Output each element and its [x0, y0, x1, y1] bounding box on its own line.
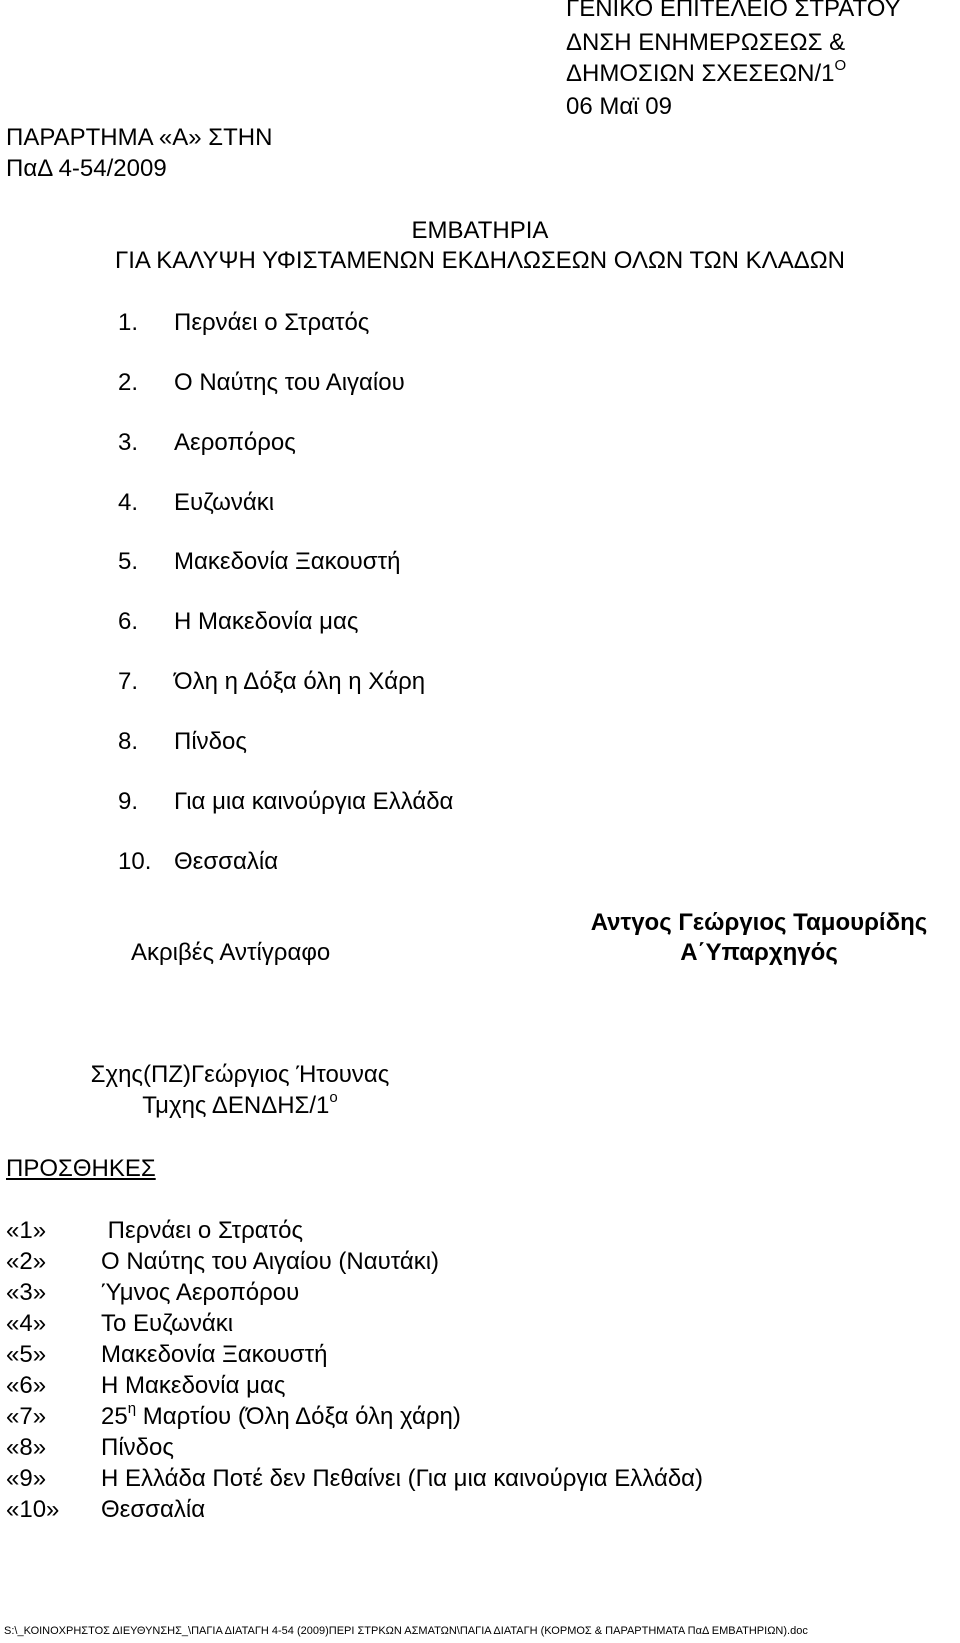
list-item-number: 1. [118, 309, 139, 336]
list-item [118, 667, 425, 697]
addition-text: Πίνδος [101, 1434, 174, 1461]
title-line-2: ΓΙΑ ΚΑΛΥΨΗ ΥΦΙΣΤΑΜΕΝΩΝ ΕΚΔΗΛΩΣΕΩΝ ΟΛΩΝ ΤΩΝ ΚΛΑΔΩΝ [114, 247, 846, 274]
list-item [6, 1402, 461, 1435]
clerk-name: Σχης(ΠΖ)Γεώργιος Ήτουνας [90, 1061, 390, 1088]
list-item-number: 9. [118, 788, 139, 815]
annex-line-2: ΠαΔ 4-54/2009 [6, 155, 167, 182]
list-item-name: Αεροπόρος [174, 429, 296, 456]
addition-sup: η [127, 1400, 137, 1417]
addition-key: «7» [6, 1403, 47, 1430]
clerk-unit-sup: ο [329, 1089, 338, 1106]
signer-title: Α΄Υπαρχηγός [680, 939, 838, 966]
list-item-name: Η Μακεδονία μας [174, 608, 359, 635]
list-item-number: 7. [118, 668, 139, 695]
document-date: 06 Μαϊ 09 [566, 93, 672, 120]
list-item [6, 1340, 327, 1370]
addition-text-rest: Μαρτίου (Όλη Δόξα όλη χάρη) [136, 1403, 461, 1430]
org-line-2: ΔΝΣΗ ΕΝΗΜΕΡΩΣΕΩΣ & [566, 29, 846, 56]
clerk-unit-text: Τμχης ΔΕΝΔΗΣ/1 [142, 1092, 330, 1119]
list-item-name: Για μια καινούργια Ελλάδα [174, 788, 454, 815]
file-path-footer: S:\_ΚΟΙΝΟΧΡΗΣΤΟΣ ΔΙΕΥΘΥΝΣΗΣ_\ΠΑΓΙΑ ΔΙΑΤΑΓΗ 4-54 (2009)ΠΕΡΙ ΣΤΡΚΩΝ ΑΣΜΑΤΩΝ\ΠΑΓΙΑ ΔΙΑΤΑΓΗ (ΚΟΡΜΟΣ & ΠΑΡΑΡΤΗΜΑΤΑ ΠαΔ ΕΜΒΑΤΗΡΙΩΝ).doc [4, 1625, 808, 1637]
additions-heading: ΠΡΟΣΘΗΚΕΣ [6, 1155, 156, 1182]
addition-key: «5» [6, 1341, 47, 1368]
addition-text: Περνάει ο Στρατός [101, 1217, 304, 1244]
addition-text: Ο Ναύτης του Αιγαίου (Ναυτάκι) [101, 1248, 440, 1275]
org-line-3-sup: Ο [834, 57, 847, 74]
addition-text: Η Ελλάδα Ποτέ δεν Πεθαίνει (Για μια καινούργια Ελλάδα) [101, 1465, 704, 1492]
addition-key: «6» [6, 1372, 47, 1399]
list-item [118, 607, 358, 637]
addition-text: Θεσσαλία [101, 1496, 206, 1523]
addition-key: «1» [6, 1217, 47, 1244]
list-item [118, 488, 274, 518]
list-item [118, 368, 405, 398]
list-item [6, 1216, 303, 1246]
list-item-number: 5. [118, 548, 139, 575]
addition-text: 25 [101, 1403, 128, 1430]
list-item-name: Θεσσαλία [174, 848, 279, 875]
addition-text: Η Μακεδονία μας [101, 1372, 286, 1399]
list-item [118, 787, 453, 817]
list-item [6, 1309, 233, 1339]
list-item-name: Πίνδος [174, 728, 247, 755]
addition-key: «3» [6, 1279, 47, 1306]
list-item-name: Περνάει ο Στρατός [174, 309, 370, 336]
addition-text: Ύμνος Αεροπόρου [101, 1279, 300, 1306]
list-item [6, 1371, 285, 1401]
addition-key: «4» [6, 1310, 47, 1337]
list-item [118, 428, 296, 458]
list-item-name: Ευζωνάκι [174, 489, 275, 516]
org-line-1: ΓΕΝΙΚΟ ΕΠΙΤΕΛΕΙΟ ΣΤΡΑΤΟΥ [566, 0, 901, 22]
list-item-number: 8. [118, 728, 139, 755]
list-item-number: 4. [118, 489, 139, 516]
list-item-name: Μακεδονία Ξακουστή [174, 548, 401, 575]
list-item-number: 2. [118, 369, 139, 396]
list-item [118, 847, 278, 877]
list-item [118, 727, 247, 757]
title-line-1: ΕΜΒΑΤΗΡΙΑ [411, 217, 549, 244]
addition-key: «9» [6, 1465, 47, 1492]
list-item [6, 1278, 299, 1308]
list-item [6, 1464, 703, 1494]
org-line-3 [566, 59, 846, 92]
list-item [6, 1247, 439, 1277]
addition-key: «8» [6, 1434, 47, 1461]
list-item [118, 547, 400, 577]
addition-key: «2» [6, 1248, 47, 1275]
signer-name: Αντγος Γεώργιος Ταμουρίδης [590, 909, 928, 936]
list-item-number: 10. [118, 848, 152, 875]
annex-line-1: ΠΑΡΑΡΤΗΜΑ «Α» ΣΤΗΝ [6, 124, 273, 151]
org-line-3-text: ΔΗΜΟΣΙΩΝ ΣΧΕΣΕΩΝ/1 [566, 60, 835, 87]
list-item-name: Ο Ναύτης του Αιγαίου [174, 369, 405, 396]
addition-key: «10» [6, 1496, 60, 1523]
certified-copy-label: Ακριβές Αντίγραφο [131, 939, 331, 966]
list-item [118, 308, 369, 338]
list-item-number: 3. [118, 429, 139, 456]
clerk-unit [60, 1091, 420, 1124]
addition-text: Μακεδονία Ξακουστή [101, 1341, 328, 1368]
addition-text: Το Ευζωνάκι [101, 1310, 234, 1337]
list-item-name: Όλη η Δόξα όλη η Χάρη [174, 668, 426, 695]
list-item [6, 1433, 174, 1463]
list-item [6, 1495, 205, 1525]
list-item-number: 6. [118, 608, 139, 635]
